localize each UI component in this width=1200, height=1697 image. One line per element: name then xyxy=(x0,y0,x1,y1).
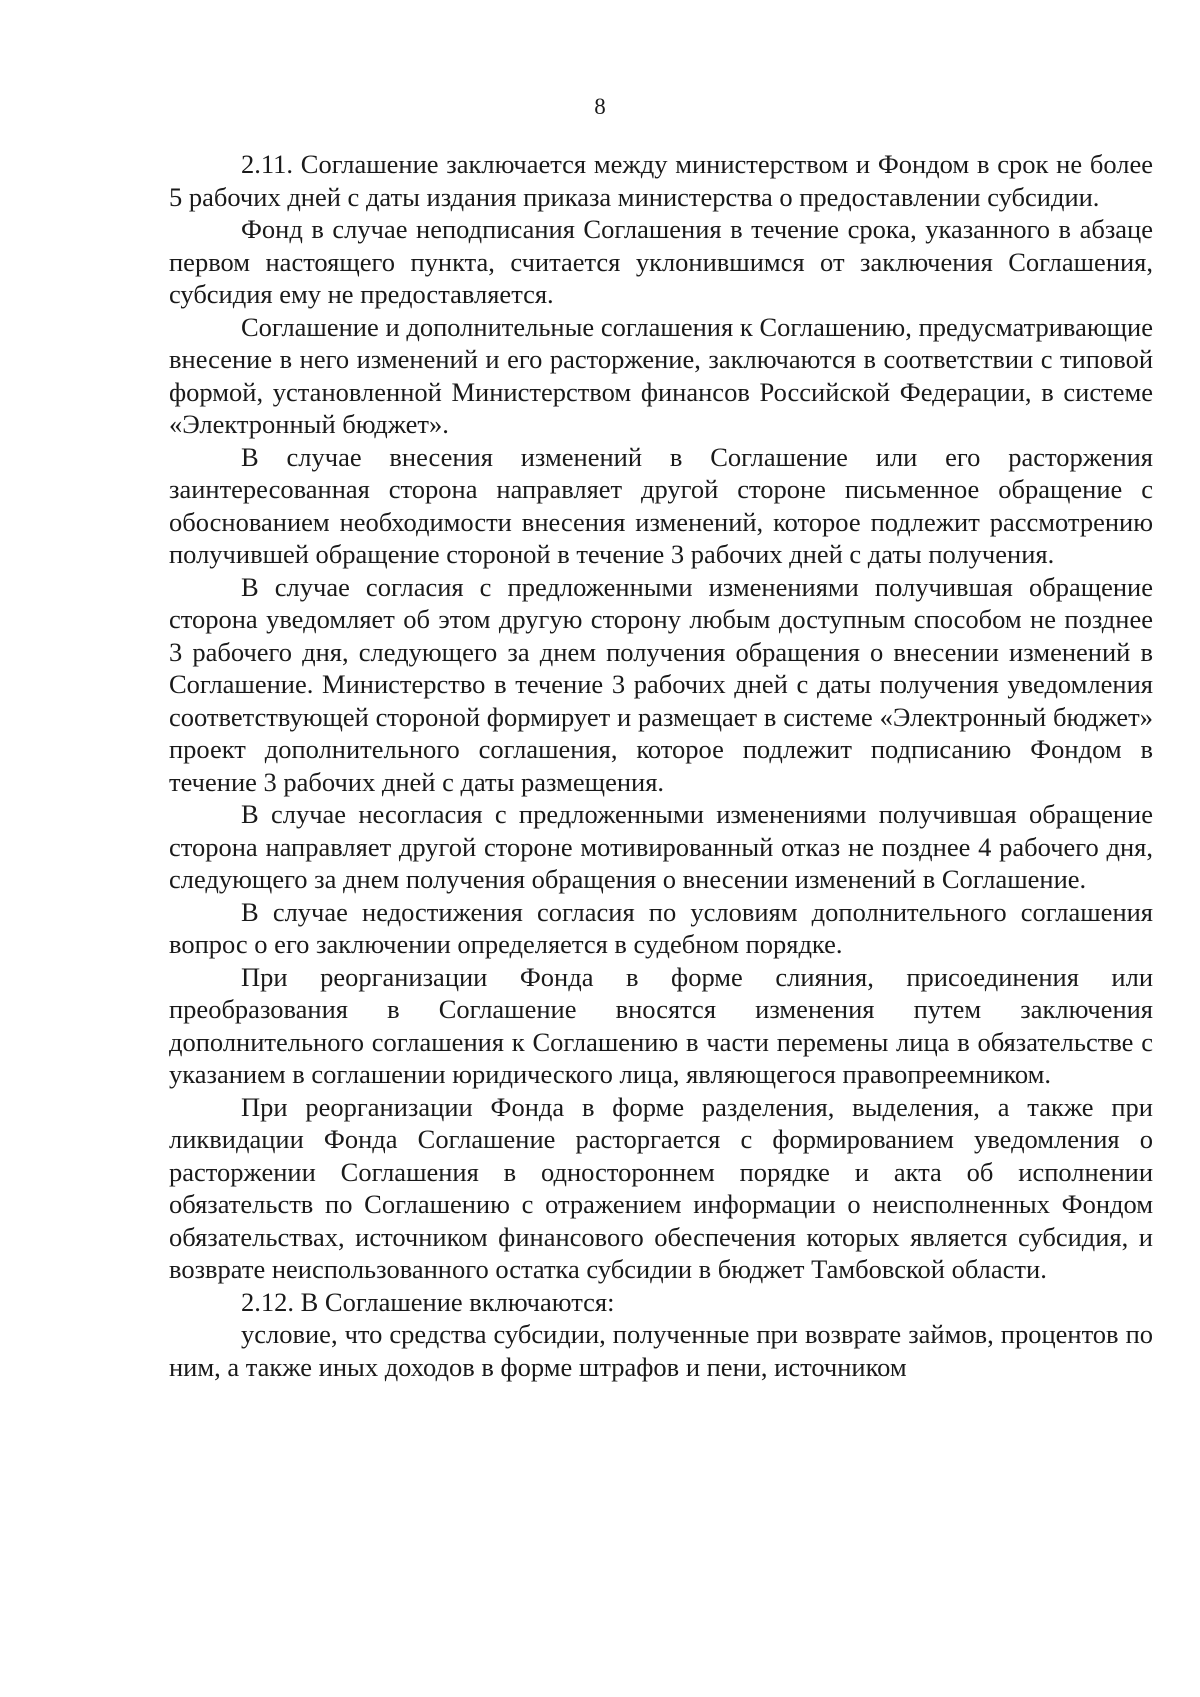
paragraph-2-11: 2.11. Соглашение заключается между министерством и Фондом в срок не более 5 рабочих дней с даты издания приказа министерства о предоставлении субсидии. xyxy=(169,149,1153,212)
paragraph-agreement-form: Соглашение и дополнительные соглашения к Соглашению, предусматривающие внесение в него изменений и его расторжение, заключаются в соответствии с типовой формой, установленной Министерством финансов Российской Федерации, в системе «Электронный бюджет». xyxy=(169,311,1153,439)
paragraph-amendment-request: В случае внесения изменений в Соглашение или его расторжения заинтересованная сторона направляет другой стороне письменное обращение с обоснованием необходимости внесения изменений, которое подлежит рассмотрению получившей обращение стороной в течение 3 рабочих дней с даты получения. xyxy=(169,441,1153,569)
paragraph-court-resolution: В случае недостижения согласия по условиям дополнительного соглашения вопрос о его заключении определяется в судебном порядке. xyxy=(169,896,1153,959)
document-body xyxy=(169,148,1153,1383)
paragraph-unsigned-agreement: Фонд в случае неподписания Соглашения в течение срока, указанного в абзаце первом настоящего пункта, считается уклонившимся от заключения Соглашения, субсидия ему не предоставляется. xyxy=(169,214,1153,309)
paragraph-refusal-procedure: В случае несогласия с предложенными изменениями получившая обращение сторона направляет другой стороне мотивированный отказ не позднее 4 рабочего дня, следующего за днем получения обращения о внесении изменений в Соглашение. xyxy=(169,799,1153,894)
paragraph-consent-procedure: В случае согласия с предложенными изменениями получившая обращение сторона уведомляет об этом другую сторону любым доступным способом не позднее 3 рабочего дня, следующего за днем получения обращения о внесении изменений в Соглашение. Министерство в течение 3 рабочих дней с даты получения уведомления соответствующей стороной формирует и размещает в системе «Электронный бюджет» проект дополнительного соглашения, которое подлежит подписанию Фондом в течение 3 рабочих дней с даты размещения. xyxy=(169,571,1153,797)
page-number: 8 xyxy=(594,94,606,119)
paragraph-reorganization-division: При реорганизации Фонда в форме разделения, выделения, а также при ликвидации Фонда Соглашение расторгается с формированием уведомления о расторжении Соглашения в одностороннем порядке и акта об исполнении обязательств по Соглашению с отражением информации о неисполненных Фондом обязательствах, источником финансового обеспечения которых является субсидия, и возврате неиспользованного остатка субсидии в бюджет Тамбовской области. xyxy=(169,1091,1153,1284)
paragraph-reorganization-merger: При реорганизации Фонда в форме слияния, присоединения или преобразования в Соглашение вносятся изменения путем заключения дополнительного соглашения к Соглашению в части перемены лица в обязательстве с указанием в соглашении юридического лица, являющегося правопреемником. xyxy=(169,961,1153,1089)
paragraph-2-12: 2.12. В Соглашение включаются: xyxy=(241,1286,615,1317)
paragraph-condition-funds: условие, что средства субсидии, полученные при возврате займов, процентов по ним, а также иных доходов в форме штрафов и пени, источником xyxy=(169,1319,1153,1382)
